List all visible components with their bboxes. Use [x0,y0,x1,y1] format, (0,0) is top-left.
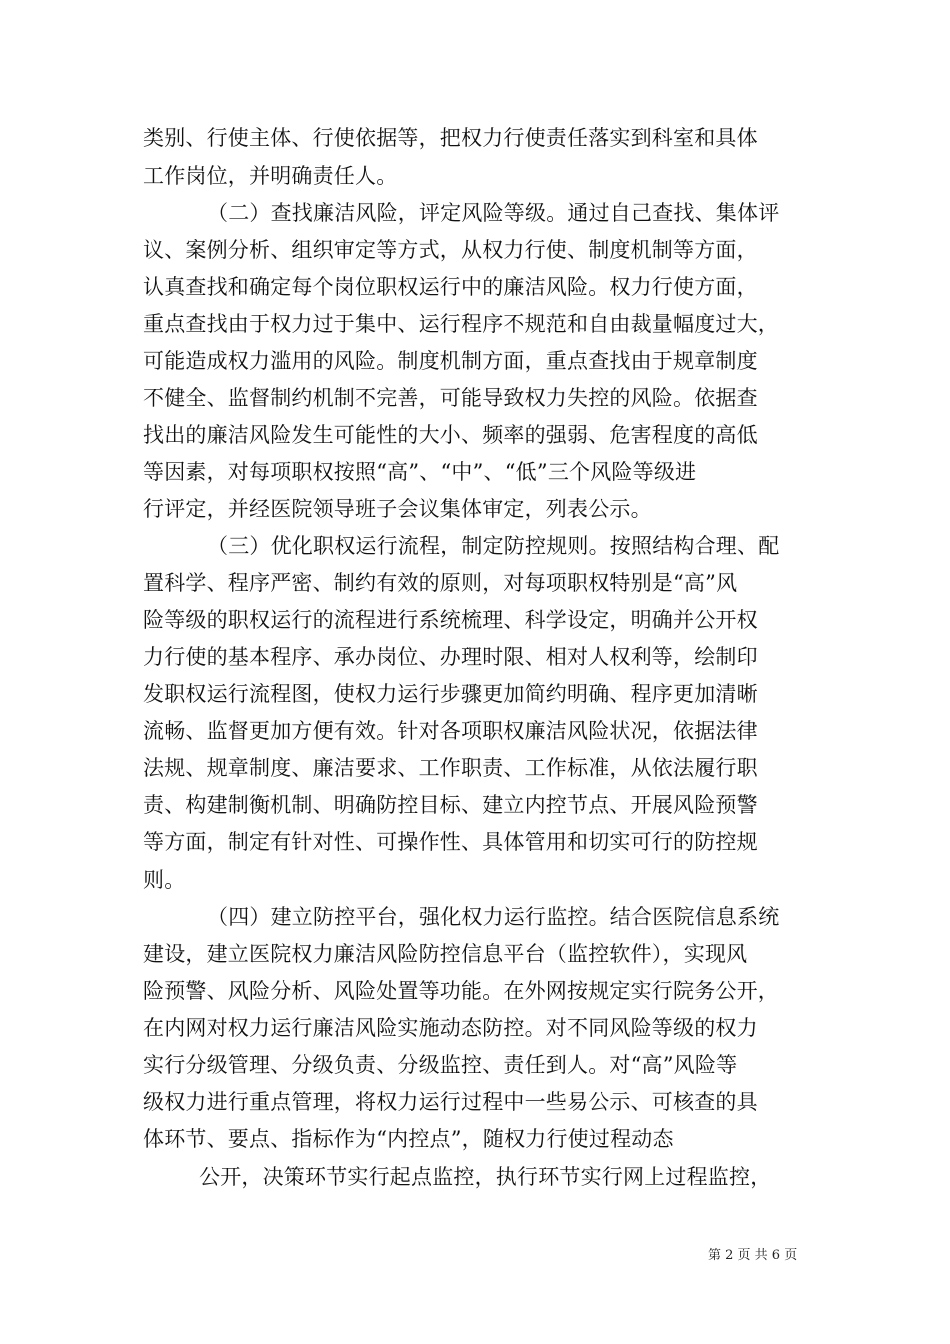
body-line: 力行使的基本程序、承办岗位、办理时限、相对人权利等，绘制印 [143,645,758,669]
body-line: （三）优化职权运行流程，制定防控规则。按照结构合理、配 [207,534,780,558]
body-line: 流畅、监督更加方便有效。针对各项职权廉洁风险状况，依据法律 [143,719,758,743]
body-line: 责、构建制衡机制、明确防控目标、建立内控节点、开展风险预警 [143,793,758,817]
body-line: 找出的廉洁风险发生可能性的大小、频率的强弱、危害程度的高低 [143,423,758,447]
body-line: 重点查找由于权力过于集中、运行程序不规范和自由裁量幅度过大， [143,312,779,336]
body-line: 可能造成权力滥用的风险。制度机制方面，重点查找由于规章制度 [143,349,758,373]
body-line: 体环节、要点、指标作为“内控点”，随权力行使过程动态 [143,1127,674,1151]
body-line: 实行分级管理、分级负责、分级监控、责任到人。对“高”风险等 [143,1053,738,1077]
body-line: 不健全、监督制约机制不完善，可能导致权力失控的风险。依据查 [143,386,758,410]
body-line: 公开，决策环节实行起点监控，执行环节实行网上过程监控， [199,1165,772,1189]
body-line: （二）查找廉洁风险，评定风险等级。通过自己查找、集体评 [207,201,780,225]
body-line: 建设，建立医院权力廉洁风险防控信息平台（监控软件），实现风 [143,942,748,966]
body-line: 险预警、风险分析、风险处置等功能。在外网按规定实行院务公开， [143,979,779,1003]
body-line: 类别、行使主体、行使依据等，把权力行使责任落实到科室和具体 [143,126,758,150]
body-line: 等方面，制定有针对性、可操作性、具体管用和切实可行的防控规 [143,830,758,854]
body-line: （四）建立防控平台，强化权力运行监控。结合医院信息系统 [207,905,780,929]
body-line: 工作岗位，并明确责任人。 [143,164,398,188]
body-line: 置科学、程序严密、制约有效的原则，对每项职权特别是“高”风 [143,571,738,595]
body-line: 行评定，并经医院领导班子会议集体审定，列表公示。 [143,497,652,521]
body-line: 则。 [143,868,186,892]
body-line: 级权力进行重点管理，将权力运行过程中一些易公示、可核查的具 [143,1090,758,1114]
body-line: 发职权运行流程图，使权力运行步骤更加简约明确、程序更加清晰 [143,682,758,706]
body-line: 等因素，对每项职权按照“高”、“中”、“低”三个风险等级进 [143,460,697,484]
body-line: 议、案例分析、组织审定等方式，从权力行使、制度机制等方面， [143,238,758,262]
body-line: 险等级的职权运行的流程进行系统梳理、科学设定，明确并公开权 [143,608,758,632]
body-line: 认真查找和确定每个岗位职权运行中的廉洁风险。权力行使方面， [143,275,758,299]
body-line: 在内网对权力运行廉洁风险实施动态防控。对不同风险等级的权力 [143,1016,758,1040]
page-number: 第 2 页 共 6 页 [708,1248,798,1263]
body-line: 法规、规章制度、廉洁要求、工作职责、工作标准，从依法履行职 [143,756,758,780]
